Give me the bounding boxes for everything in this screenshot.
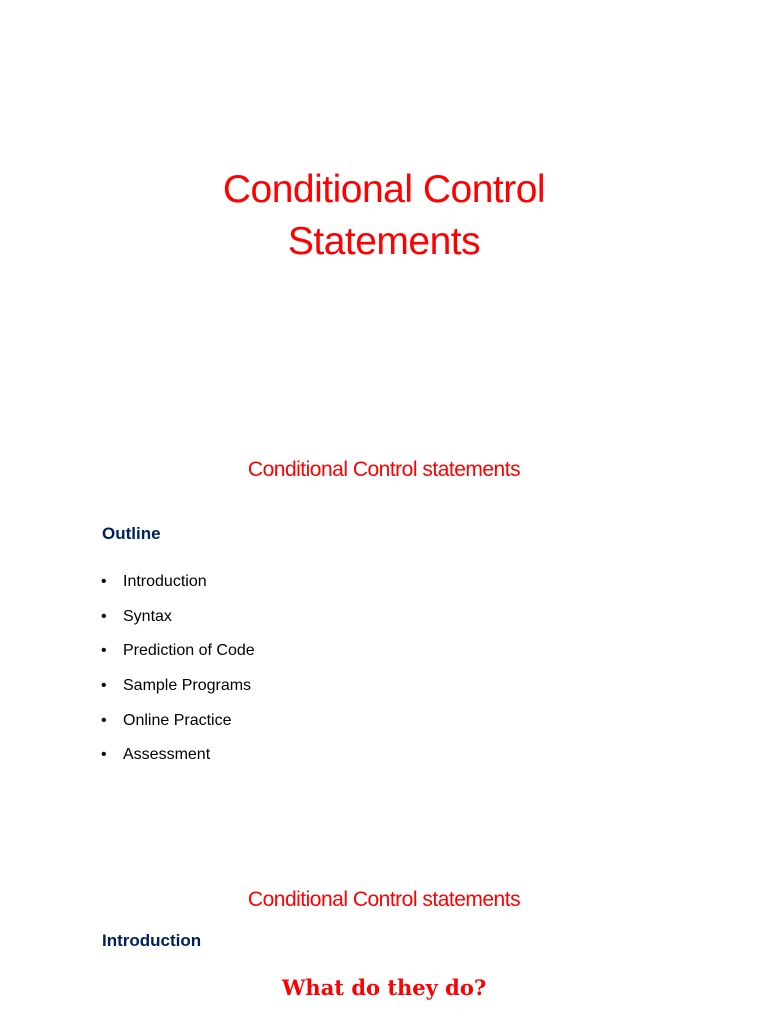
title-slide	[0, 0, 768, 420]
list-item	[101, 743, 255, 778]
list-item-label: Sample Programs	[123, 677, 252, 695]
list-item-label: Prediction of Code	[123, 642, 255, 660]
bullet-icon: •	[101, 642, 107, 660]
list-item-label: Introduction	[123, 573, 207, 590]
list-item	[101, 709, 255, 744]
list-item-label: Online Practice	[123, 711, 232, 729]
outline-section-title: Outline	[102, 524, 161, 543]
introduction-slide	[0, 850, 768, 1024]
bullet-icon: •	[101, 677, 107, 695]
list-item	[101, 570, 255, 605]
list-item-label: Syntax	[123, 607, 172, 625]
main-title-line-2: Statements	[287, 220, 481, 263]
bullet-icon: •	[101, 573, 107, 590]
outline-slide	[0, 420, 768, 850]
list-item	[101, 605, 255, 640]
list-item	[101, 674, 255, 709]
question-heading: What do they do?	[281, 975, 487, 1000]
introduction-section-title: Introduction	[102, 931, 202, 950]
bullet-icon: •	[101, 607, 107, 625]
outline-slide-heading: Conditional Control statements	[247, 458, 521, 481]
bullet-icon: •	[101, 711, 107, 729]
outline-bullet-list	[101, 570, 255, 778]
main-title	[0, 164, 768, 268]
introduction-slide-heading: Conditional Control statements	[247, 888, 521, 911]
main-title-line-1: Conditional Control	[222, 168, 546, 211]
list-item	[101, 639, 255, 674]
list-item-label: Assessment	[123, 746, 211, 764]
bullet-icon: •	[101, 746, 107, 764]
